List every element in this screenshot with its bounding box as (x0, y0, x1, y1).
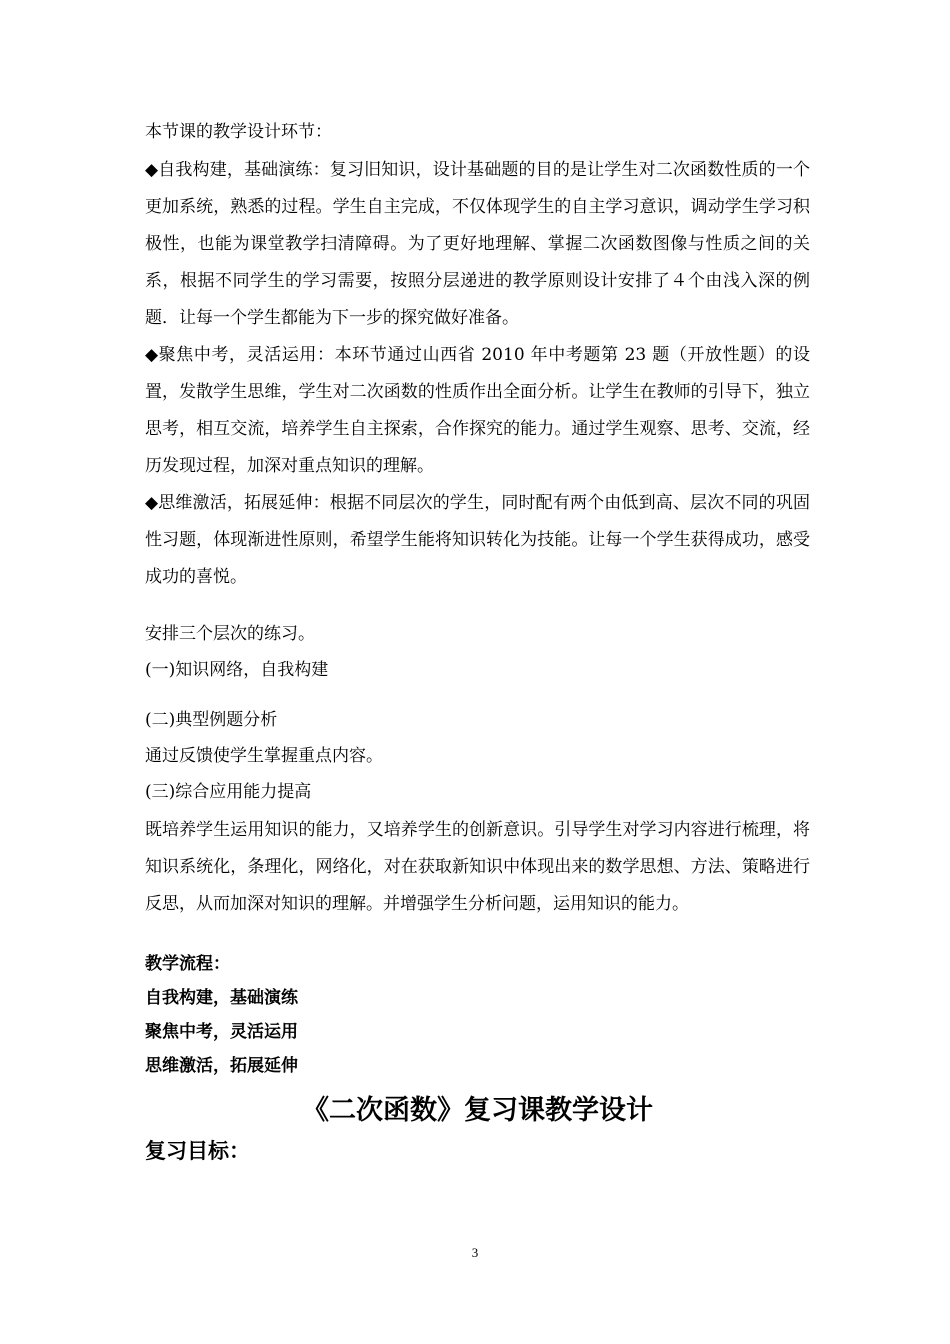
flow-step: 思维激活，拓展延伸 (145, 1056, 298, 1076)
practice-item-1: (一)知识网络，自我构建 (145, 660, 329, 680)
practice-item-2-desc: 通过反馈使学生掌握重点内容。 (145, 746, 383, 766)
document-title: 《二次函数》复习课教学设计 (302, 1095, 653, 1126)
flow-heading: 教学流程： (145, 954, 230, 974)
paragraph-thinking-extension: ◆思维激活，拓展延伸：根据不同层次的学生，同时配有两个由低到高、层次不同的巩固性习题，体现渐进性原则，希望学生能将知识转化为技能。让每一个学生获得成功，感受成功的喜悦。 (145, 493, 810, 587)
practice-intro: 安排三个层次的练习。 (145, 624, 315, 644)
document-page (145, 120, 810, 1167)
page-number: 3 (471, 1245, 479, 1260)
practice-item-3: (三)综合应用能力提高 (145, 782, 312, 802)
practice-item-2: (二)典型例题分析 (145, 710, 278, 730)
paragraph-self-construction: ◆自我构建，基础演练：复习旧知识，设计基础题的目的是让学生对二次函数性质的一个更加系统，熟悉的过程。学生自主完成，不仅体现学生的自主学习意识，调动学生学习积极性，也能为课堂教学扫清障碍。为了更好地理解、掌握二次函数图像与性质之间的关系，根据不同学生的学习需要，按照分层递进的教学原则设计安排了４个由浅入深的例题．让每一个学生都能为下一步的探究做好准备。 (145, 160, 810, 328)
section-heading-review-goals: 复习目标： (145, 1139, 250, 1163)
paragraph-exam-focus: ◆聚焦中考，灵活运用：本环节通过山西省 2010 年中考题第 23 题（开放性题）的设置，发散学生思维，学生对二次函数的性质作出全面分析。让学生在教师的引导下，独立思考，相互交流，培养学生自主探索，合作探究的能力。通过学生观察、思考、交流，经历发现过程，加深对重点知识的理解。 (145, 345, 810, 476)
practice-item-3-desc: 既培养学生运用知识的能力，又培养学生的创新意识。引导学生对学习内容进行梳理，将知识系统化，条理化，网络化，对在获取新知识中体现出来的数学思想、方法、策略进行反思，从而加深对知识的理解。并增强学生分析问题，运用知识的能力。 (145, 820, 810, 914)
flow-step: 聚焦中考，灵活运用 (145, 1022, 298, 1042)
flow-step: 自我构建，基础演练 (145, 988, 298, 1008)
intro-heading: 本节课的教学设计环节： (145, 122, 332, 142)
teaching-flow (145, 947, 810, 1083)
